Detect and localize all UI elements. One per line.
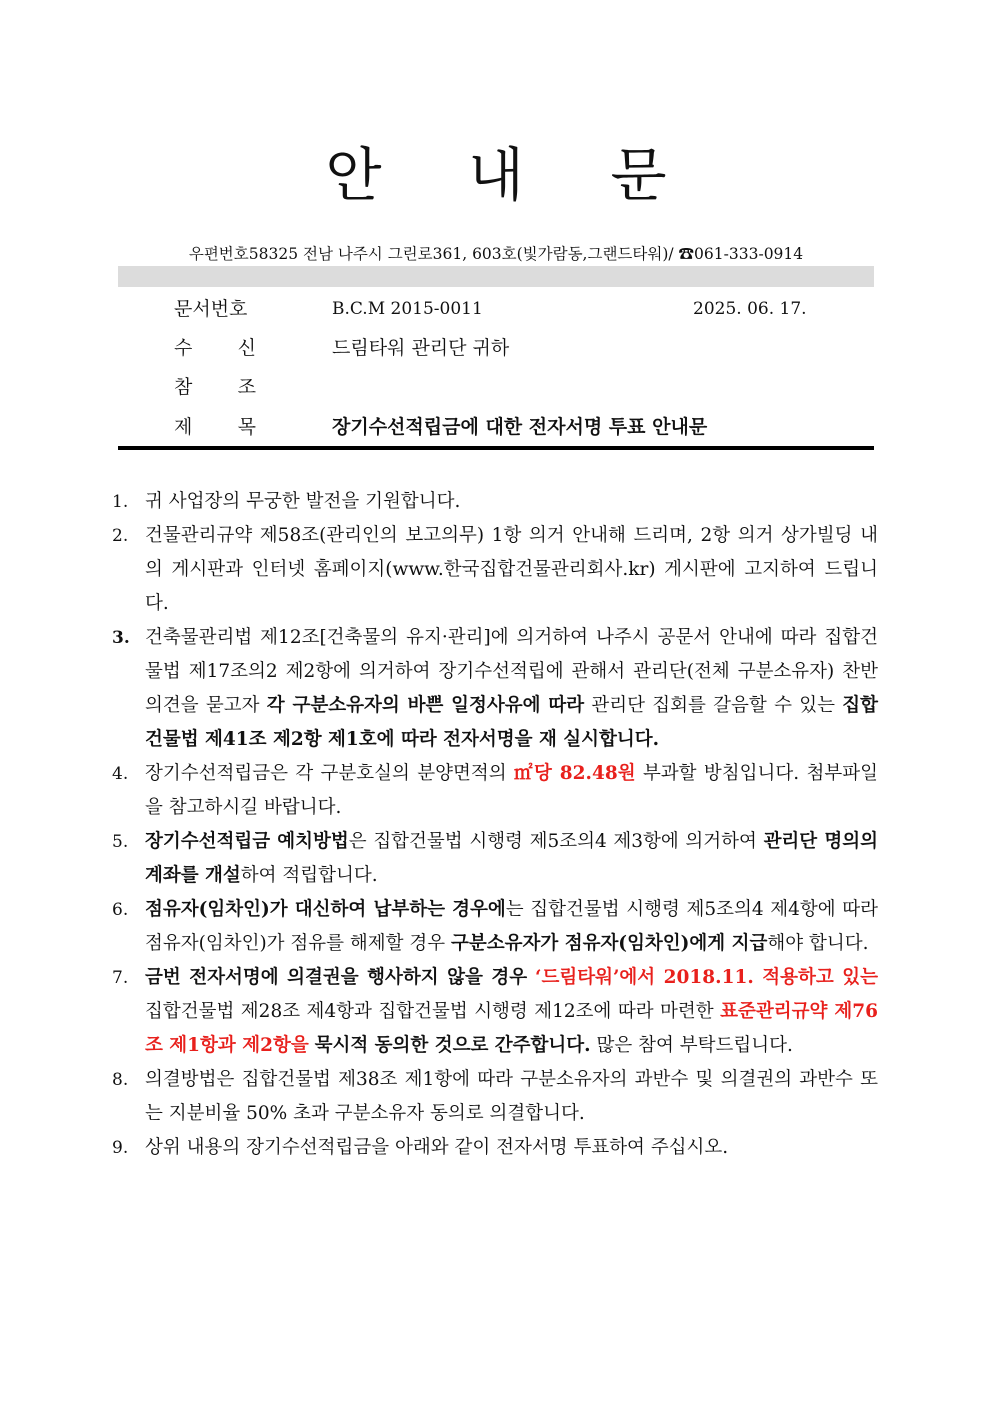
doc-no-label: 문서번호 (174, 298, 248, 320)
recipient-label (174, 333, 256, 363)
recipient-label-char-2: 신 (237, 337, 256, 359)
recipient-value: 드림타워 관리단 귀하 (332, 337, 510, 359)
subject-value: 장기수선적립금에 대한 전자서명 투표 안내문 (332, 416, 708, 438)
emphasis-text: 묵시적 동의한 것으로 간주합니다. (314, 1035, 591, 1056)
doc-no-value: B.C.M 2015-0011 (332, 299, 483, 319)
emphasis-text: 관리단 명의의 계좌를 개설 (145, 831, 878, 886)
meta-recipient-row (174, 333, 874, 363)
item-text: 건물관리규약 제58조(관리인의 보고의무) 1항 의거 안내해 드리며, 2항 의거 상가빌딩 내의 게시판과 인터넷 홈페이지(www.한국집합건물관리회사.kr) 게시판에 고지하여 드립니다. (145, 525, 878, 614)
meta-reference-row (174, 372, 874, 402)
meta-doc-no-row (174, 294, 874, 324)
meta-subject-row (174, 412, 874, 442)
item-text: 귀 사업장의 무궁한 발전을 기원합니다. (145, 491, 461, 512)
notice-item-8 (112, 1063, 878, 1131)
item-number: 2. (112, 526, 129, 546)
item-text: 하여 적립합니다. (240, 865, 378, 886)
reference-label-char-1: 참 (174, 376, 193, 398)
item-text: 의결방법은 집합건물법 제38조 제1항에 따라 구분소유자의 과반수 및 의결권의 과반수 또는 지분비율 50% 초과 구분소유자 동의로 의결합니다. (145, 1069, 878, 1124)
header-divider-bar (118, 266, 874, 287)
item-text: 많은 참여 부탁드립니다. (590, 1035, 793, 1056)
notice-item-1 (112, 485, 878, 519)
notice-item-list (112, 485, 878, 1165)
item-number: 9. (112, 1138, 129, 1158)
subject-label (174, 412, 256, 442)
item-number: 8. (112, 1070, 129, 1090)
emphasis-text: 각 구분소유자의 바쁜 일정사유에 따라 (266, 695, 585, 716)
item-text: 상위 내용의 장기수선적립금을 아래와 같이 전자서명 투표하여 주십시오. (145, 1137, 729, 1158)
item-number: 7. (112, 968, 129, 988)
notice-item-3 (112, 621, 878, 757)
address-line: 우편번호58325 전남 나주시 그린로361, 603호(빛가람동,그랜드타워)/ ☎061-333-0914 (188, 245, 804, 263)
item-number: 1. (112, 492, 129, 512)
highlight-text: ‘드림타워’에서 2018.11. 적용하고 있는 (535, 967, 878, 988)
emphasis-text: 집합건물법 제41조 제2항 제1호에 따라 전자서명을 재 실시합니다. (145, 695, 878, 750)
emphasis-text: 구분소유자가 점유자(임차인)에게 지급 (451, 933, 768, 954)
item-text: 해야 합니다. (767, 933, 869, 954)
item-text: 는 집합건물법 시행령 제5조의4 제4항에 따라 점유자(임차인)가 점유를 해제할 경우 (145, 899, 878, 954)
item-text: 관리단 집회를 갈음할 수 있는 (584, 695, 843, 716)
item-text: 부과할 방침입니다. 첨부파일을 참고하시길 바랍니다. (145, 763, 878, 818)
subject-label-char-1: 제 (174, 416, 193, 438)
item-number: 3. (112, 628, 130, 648)
item-text: 은 집합건물법 시행령 제5조의4 제3항에 의거하여 (348, 831, 764, 852)
notice-item-7 (112, 961, 878, 1063)
item-text: 집합건물법 제28조 제4항과 집합건물법 시행령 제12조에 따라 마련한 (145, 1001, 721, 1022)
subject-label-char-2: 목 (237, 416, 256, 438)
item-number: 6. (112, 900, 129, 920)
recipient-label-char-1: 수 (174, 337, 193, 359)
item-text: 건축물관리법 제12조[건축물의 유지·관리]에 의거하여 나주시 공문서 안내에 따라 집합건물법 제17조의2 제2항에 의거하여 장기수선적립에 관해서 관리단(전체 구분소유자) 찬반 의견을 묻고자 (145, 627, 878, 716)
emphasis-text: 금번 전자서명에 의결권을 행사하지 않을 경우 (145, 967, 528, 988)
notice-item-4 (112, 757, 878, 825)
emphasis-text: 장기수선적립금 예치방법 (145, 831, 349, 852)
notice-item-5 (112, 825, 878, 893)
item-number: 5. (112, 832, 129, 852)
item-number: 4. (112, 764, 129, 784)
header-rule (118, 446, 874, 450)
notice-item-2 (112, 519, 878, 621)
document-title: 안 내 문 (325, 141, 701, 209)
item-text: 장기수선적립금은 각 구분호실의 분양면적의 (145, 763, 514, 784)
emphasis-text: 점유자(임차인)가 대신하여 납부하는 경우에 (145, 899, 506, 920)
reference-label-char-2: 조 (237, 376, 256, 398)
item-text (527, 967, 535, 988)
highlight-text: 표준관리규약 제76조 제1항과 제2항을 (145, 1001, 878, 1056)
highlight-text: ㎡당 82.48원 (514, 763, 636, 784)
notice-item-9 (112, 1131, 878, 1165)
notice-item-6 (112, 893, 878, 961)
doc-date: 2025. 06. 17. (693, 299, 807, 319)
reference-label (174, 372, 256, 402)
